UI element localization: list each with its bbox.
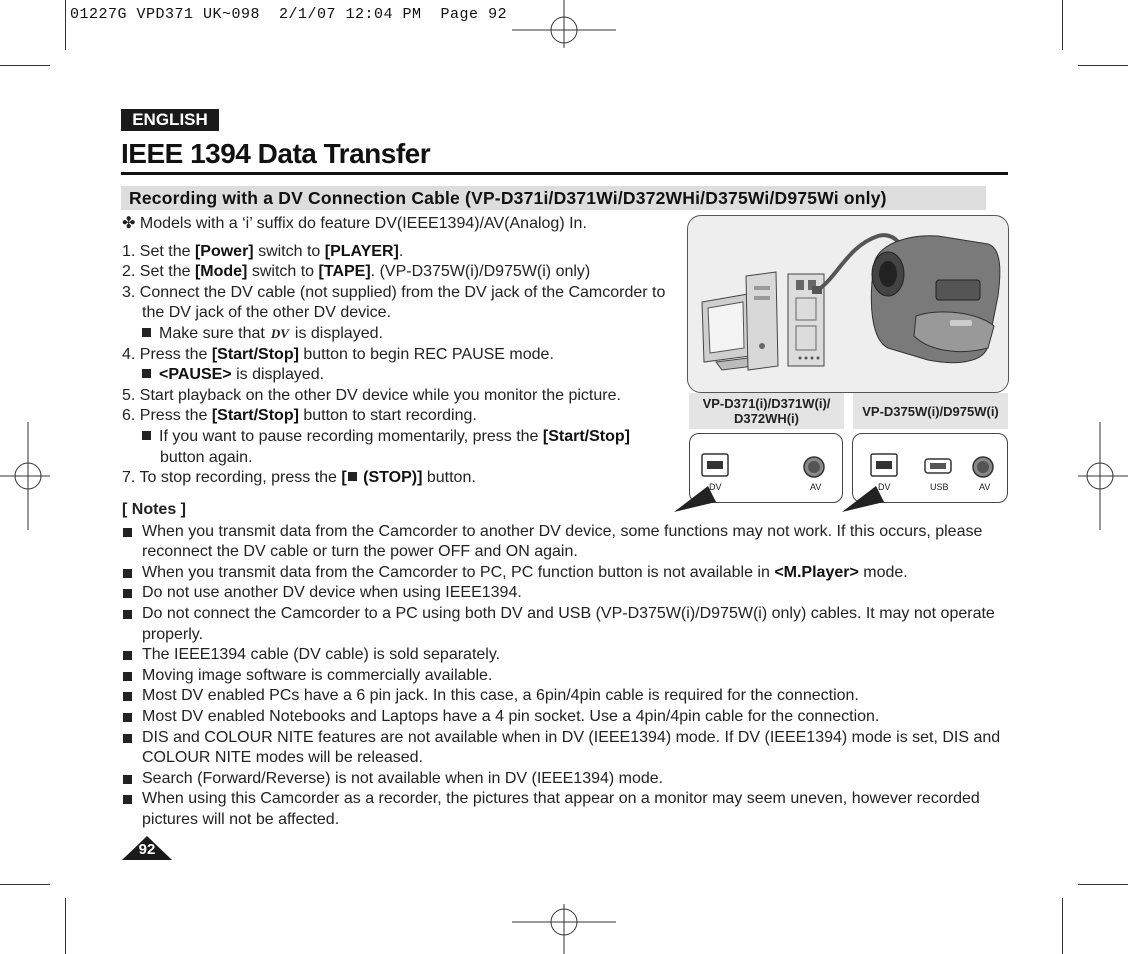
square-bullet-icon — [123, 775, 132, 784]
note-item: When you transmit data from the Camcorder to PC, PC function button is not available in <M.Player> mode. — [122, 563, 1012, 584]
note-item: DIS and COLOUR NITE features are not available when in DV (IEEE1394) mode. If DV (IEEE1394) mode is set, DIS and COLOUR NITE modes will be released. — [122, 728, 1012, 769]
step-4: 4. Press the [Start/Stop] button to begin REC PAUSE mode. — [122, 345, 554, 363]
step-2: 2. Set the [Mode] switch to [TAPE]. (VP-D375W(i)/D975W(i) only) — [122, 263, 591, 281]
dv-jack-label: DV — [709, 482, 722, 492]
square-bullet-icon — [142, 369, 151, 378]
page-number-badge — [122, 836, 172, 860]
step-5: 5. Start playback on the other DV device while you monitor the picture. — [122, 386, 621, 404]
note-item: Search (Forward/Reverse) is not available when in DV (IEEE1394) mode. — [122, 769, 1012, 790]
step-7: 7. To stop recording, press the [ (STOP)] button. — [122, 469, 476, 487]
language-badge: ENGLISH — [121, 109, 219, 131]
notes-section — [122, 500, 1012, 831]
stop-square-icon — [348, 472, 357, 481]
square-bullet-icon — [123, 734, 132, 743]
model-label-right: VP-D375W(i)/D975W(i) — [853, 393, 1008, 429]
camcorder-icon — [871, 236, 1000, 363]
notes-heading: [ Notes ] — [122, 501, 186, 518]
page-title: IEEE 1394 Data Transfer — [121, 138, 431, 169]
square-bullet-icon — [123, 610, 132, 619]
notes-list — [122, 522, 1012, 831]
step-3: 3. Connect the DV cable (not supplied) from the DV jack of the Camcorder to — [122, 283, 666, 301]
cross-bullet-icon: ✤ — [122, 215, 140, 232]
square-bullet-icon — [123, 569, 132, 578]
note-item: The IEEE1394 cable (DV cable) is sold separately. — [122, 645, 1012, 666]
square-bullet-icon — [142, 431, 151, 440]
dv-logo-icon: DV — [270, 325, 289, 341]
step-4-sub: <PAUSE> is displayed. — [122, 365, 688, 386]
square-bullet-icon — [123, 713, 132, 722]
step-6: 6. Press the [Start/Stop] button to start recording. — [122, 407, 477, 425]
page-number: 92 — [138, 841, 156, 858]
usb-jack-label: USB — [930, 482, 949, 492]
pc-tower-icon — [746, 272, 778, 370]
dv-jack-label: DV — [878, 482, 891, 492]
pc-camcorder-illustration — [688, 216, 1008, 392]
square-bullet-icon — [123, 672, 132, 681]
title-rule — [121, 172, 1008, 175]
note-item: When you transmit data from the Camcorder to another DV device, some functions may not work. If this occurs, please reconnect the DV cable or turn the power OFF and ON again. — [122, 522, 1012, 563]
note-item: Most DV enabled Notebooks and Laptops have a 4 pin socket. Use a 4pin/4pin cable for the connection. — [122, 707, 1012, 728]
square-bullet-icon — [142, 328, 151, 337]
note-item: Do not connect the Camcorder to a PC using both DV and USB (VP-D375W(i)/D975W(i) only) cables. It may not operate properly. — [122, 604, 1012, 645]
square-bullet-icon — [123, 692, 132, 701]
connection-diagram — [687, 215, 1009, 393]
step-3-cont: the DV jack of the other DV device. — [142, 304, 392, 322]
note-item: Most DV enabled PCs have a 6 pin jack. In this case, a 6pin/4pin cable is required for the connection. — [122, 686, 1012, 707]
square-bullet-icon — [123, 528, 132, 537]
note-item: When using this Camcorder as a recorder, the pictures that appear on a monitor may seem uneven, however recorded pictures will not be affected. — [122, 789, 1012, 830]
note-item: Moving image software is commercially available. — [122, 666, 1012, 687]
square-bullet-icon — [123, 651, 132, 660]
instruction-steps — [122, 214, 688, 489]
step-6-sub: If you want to pause recording momentarily, press the [Start/Stop] — [122, 427, 688, 448]
models-note: ✤ Models with a ‘i’ suffix do feature DV(IEEE1394)/AV(Analog) In. — [122, 215, 587, 232]
step-6-sub-cont: button again. — [160, 448, 253, 466]
step-1: 1. Set the [Power] switch to [PLAYER]. — [122, 242, 404, 260]
square-bullet-icon — [123, 795, 132, 804]
square-bullet-icon — [123, 589, 132, 598]
step-3-sub: Make sure that DV is displayed. — [122, 324, 688, 345]
print-file-stamp: 01227G VPD371 UK~098 2/1/07 12:04 PM Page 92 — [70, 6, 508, 23]
note-item: Do not use another DV device when using IEEE1394. — [122, 583, 1012, 604]
av-jack-label: AV — [979, 482, 991, 492]
model-label-left: VP-D371(i)/D371W(i)/ D372WH(i) — [689, 393, 844, 429]
av-jack-label: AV — [810, 482, 822, 492]
section-title: Recording with a DV Connection Cable (VP-D371i/D371Wi/D372WHi/D375Wi/D975Wi only) — [129, 188, 887, 208]
